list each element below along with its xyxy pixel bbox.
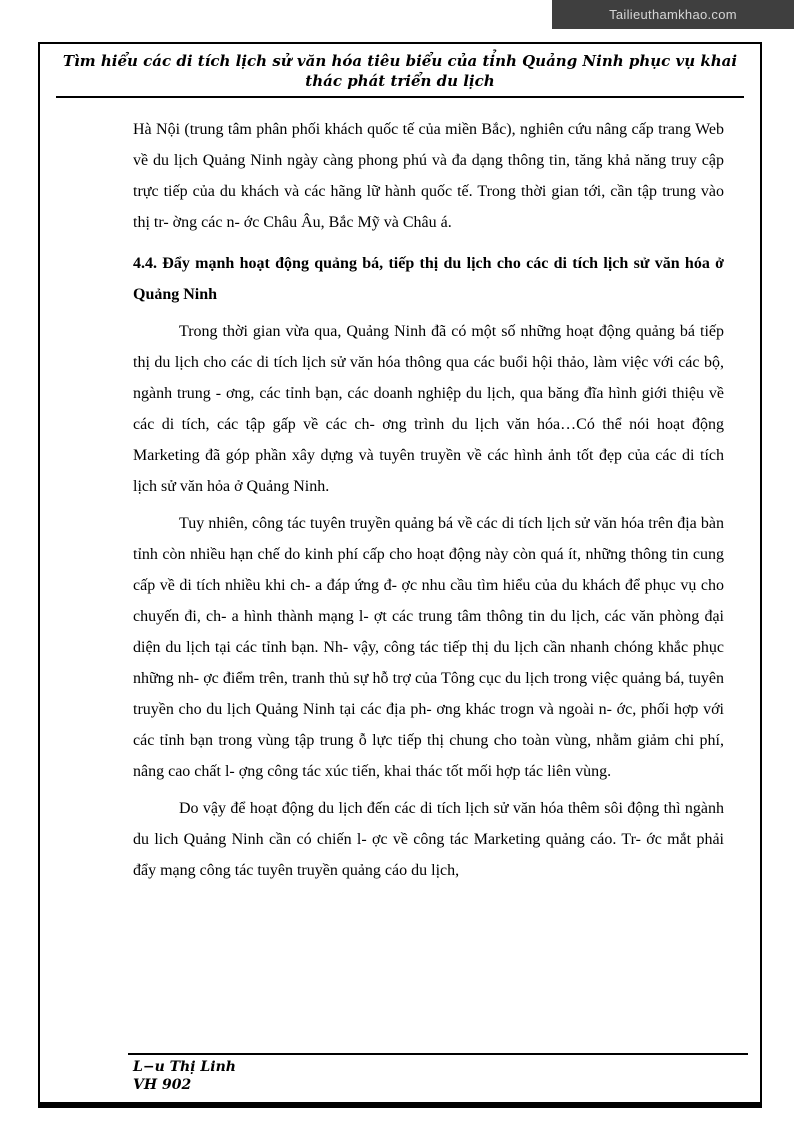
footer-author: L−u Thị Linh bbox=[133, 1059, 236, 1075]
paragraph-2: Trong thời gian vừa qua, Quảng Ninh đã có một số những hoạt động quảng bá tiếp thị du lịch cho các di tích lịch sử văn hóa thông qua các buổi hội thảo, làm việc với các bộ, ngành trung - ơng, các tỉnh bạn, các doanh nghiệp du lịch, qua băng đĩa hình giới thiệu về các di tích, các tập gấp về các ch- ơng trình du lịch văn hóa…Có thể nói hoạt động Marketing đã góp phần xây dựng và tuyên truyền về các hình ảnh tốt đẹp của các di tích lịch sử văn hỏa ở Quảng Ninh. bbox=[133, 323, 724, 495]
document-body bbox=[40, 100, 760, 1042]
header-title-line2: thác phát triển du lịch bbox=[305, 72, 495, 90]
paragraph-1: Hà Nội (trung tâm phân phối khách quốc tế của miền Bắc), nghiên cứu nâng cấp trang Web về du lịch Quảng Ninh ngày càng phong phú và đa dạng thông tin, tăng khả năng truy cập trực tiếp của du khách và các hãng lữ hành quốc tế. Trong thời gian tới, cần tập trung vào thị tr- ờng các n- ớc Châu Âu, Bắc Mỹ và Châu á. bbox=[133, 121, 724, 231]
watermark-text: Tailieuthamkhao.com bbox=[609, 7, 737, 22]
page-border-frame bbox=[38, 42, 762, 1108]
paragraph-3: Tuy nhiên, công tác tuyên truyền quảng bá về các di tích lịch sử văn hóa trên địa bàn tỉnh còn nhiều hạn chế do kinh phí cấp cho hoạt động này còn quá ít, những thông tin cung cấp về di tích nhiều khi ch- a đáp ứng đ- ợc nhu cầu tìm hiểu của du khách để phục vụ cho chuyến đi, ch- a hình thành mạng l- ợt các trung tâm thông tin du lịch, các văn phòng đại diện du lịch tại các tỉnh bạn. Nh- vậy, công tác tiếp thị du lịch cần nhanh chóng khắc phục những nh- ợc điểm trên, tranh thủ sự hỗ trợ của Tông cục du lịch trong việc quảng bá, tuyên truyền cho du lịch Quảng Ninh tại các địa ph- ơng khác trogn và ngoài n- ớc, phối hợp với các tỉnh bạn trong vùng tập trung ỗ lực tiếp thị chung cho toàn vùng, nhằm giảm chi phí, nâng cao chất l- ợng công tác xúc tiến, khai thác tốt mối hợp tác liên vùng. bbox=[133, 515, 724, 780]
footer-divider bbox=[128, 1053, 748, 1055]
page-footer bbox=[40, 1053, 760, 1094]
footer-class-code: VH 902 bbox=[133, 1077, 192, 1093]
paragraph-4: Do vậy để hoạt động du lịch đến các di tích lịch sử văn hóa thêm sôi động thì ngành du lich Quảng Ninh cần có chiến l- ợc về công tác Marketing quảng cáo. Tr- ớc mắt phải đẩy mạng công tác tuyên truyền quảng cáo du lịch, bbox=[133, 800, 724, 879]
page-header bbox=[40, 44, 760, 91]
section-heading: 4.4. Đẩy mạnh hoạt động quảng bá, tiếp thị du lịch cho các di tích lịch sử văn hóa ở Quảng Ninh bbox=[133, 255, 724, 303]
header-title-line1: Tìm hiểu các di tích lịch sử văn hóa tiêu biểu của tỉnh Quảng Ninh phục vụ khai bbox=[62, 52, 738, 70]
watermark-banner bbox=[552, 0, 794, 29]
header-divider bbox=[56, 96, 744, 98]
